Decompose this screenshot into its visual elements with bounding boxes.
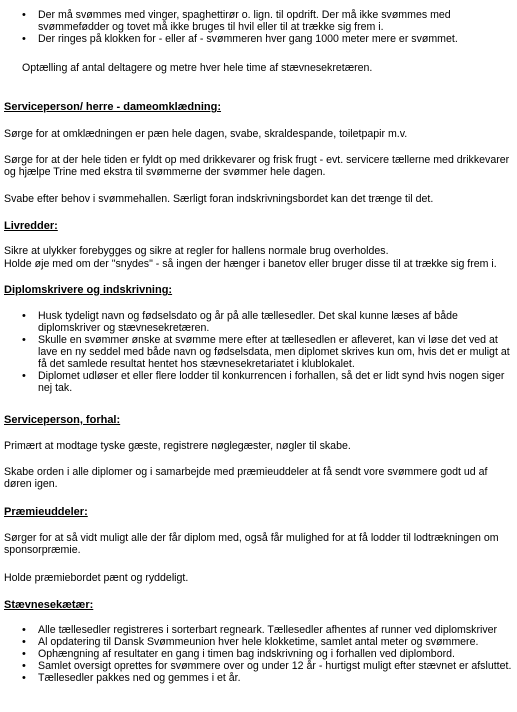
list-item: • Der ringes på klokken for - eller af - svømmeren hver gang 1000 meter mere er svømmet. [4, 33, 512, 45]
heading-service-foyer: Serviceperson, forhal: [4, 414, 121, 426]
paragraph: Sørger for at så vidt muligt alle der får diplom med, også får mulighed for at få lodder til lodtrækningen om sponsorpræmie. [4, 532, 499, 556]
list-item: • Tællesedler pakkes ned og gemmes i et år. [4, 672, 512, 684]
paragraph: Svabe efter behov i svømmehallen. Særligt foran indskrivningsbordet kan det trænge til det. [4, 193, 434, 205]
list-item: • Diplomet udløser et eller flere lodder til konkurrencen i forhallen, så det er lidt synd hvis nogen siger nej tak. [4, 370, 512, 394]
paragraph: Skabe orden i alle diplomer og i samarbejde med præmieuddeler at få sendt vore svømmere godt ud af døren igen. [4, 466, 488, 490]
diploma-list [4, 310, 512, 394]
paragraph: Holde præmiebordet pænt og ryddeligt. [4, 572, 189, 584]
heading-secretary: Stævnesekætær: [4, 599, 94, 611]
list-item: • Al opdatering til Dansk Svømmeunion hver hele klokketime, samlet antal meter og svømmere. [4, 636, 512, 648]
heading-lifeguard: Livredder: [4, 220, 58, 232]
paragraph: Sørge for at der hele tiden er fyldt op med drikkevarer og frisk frugt - evt. servicere tællerne med drikkevarer og hjælpe Trine med ekstra til svømmerne der svømmer hele dagen. [4, 154, 510, 178]
paragraph: Sørge for at omklædningen er pæn hele dagen, svabe, skraldespande, toiletpapir m.v. [4, 128, 408, 140]
heading-service-dressing: Serviceperson/ herre - dameomklædning: [4, 101, 222, 113]
list-item: • Ophængning af resultater en gang i timen bag indskrivning og i forhallen ved diplombord. [4, 648, 512, 660]
paragraph: Primært at modtage tyske gæste, registrere nøglegæster, nøgler til skabe. [4, 440, 351, 452]
list-item: • Der må svømmes med vinger, spaghettirør o. lign. til opdrift. Der må ikke svømmes med svømmefødder og tovet må ikke bruges til hvil eller til at trække sig frem i. [4, 9, 512, 33]
rules-list [4, 9, 512, 45]
list-item: • Samlet oversigt oprettes for svømmere over og under 12 år - hurtigst muligt efter stævnet er afsluttet. [4, 660, 512, 672]
counting-note: Optælling af antal deltagere og metre hver hele time af stævnesekretæren. [22, 62, 373, 74]
list-item: • Alle tællesedler registreres i sorterbart regneark. Tællesedler afhentes af runner ved diplomskriver [4, 624, 512, 636]
secretary-list [4, 624, 512, 684]
paragraph: Sikre at ulykker forebygges og sikre at regler for hallens normale brug overholdes. [4, 245, 389, 257]
list-item: • Husk tydeligt navn og fødselsdato og år på alle tællesedler. Det skal kunne læses af både diplomskriver og stævnesekretæren. [4, 310, 512, 334]
heading-prizes: Præmieuddeler: [4, 506, 88, 518]
paragraph: Holde øje med om der "snydes" - så ingen der hænger i banetov eller bruger disse til at trække sig frem i. [4, 258, 497, 270]
list-item: • Skulle en svømmer ønske at svømme mere efter at tællesedlen er afleveret, kan vi løse det ved at lave en ny seddel med både navn og fødselsdata, men diplomet skrives kun om, hvis det er muligt at få det samlede resultat hentet hos stævnesekretariatet i klublokalet. [4, 334, 512, 370]
heading-diploma: Diplomskrivere og indskrivning: [4, 284, 173, 296]
